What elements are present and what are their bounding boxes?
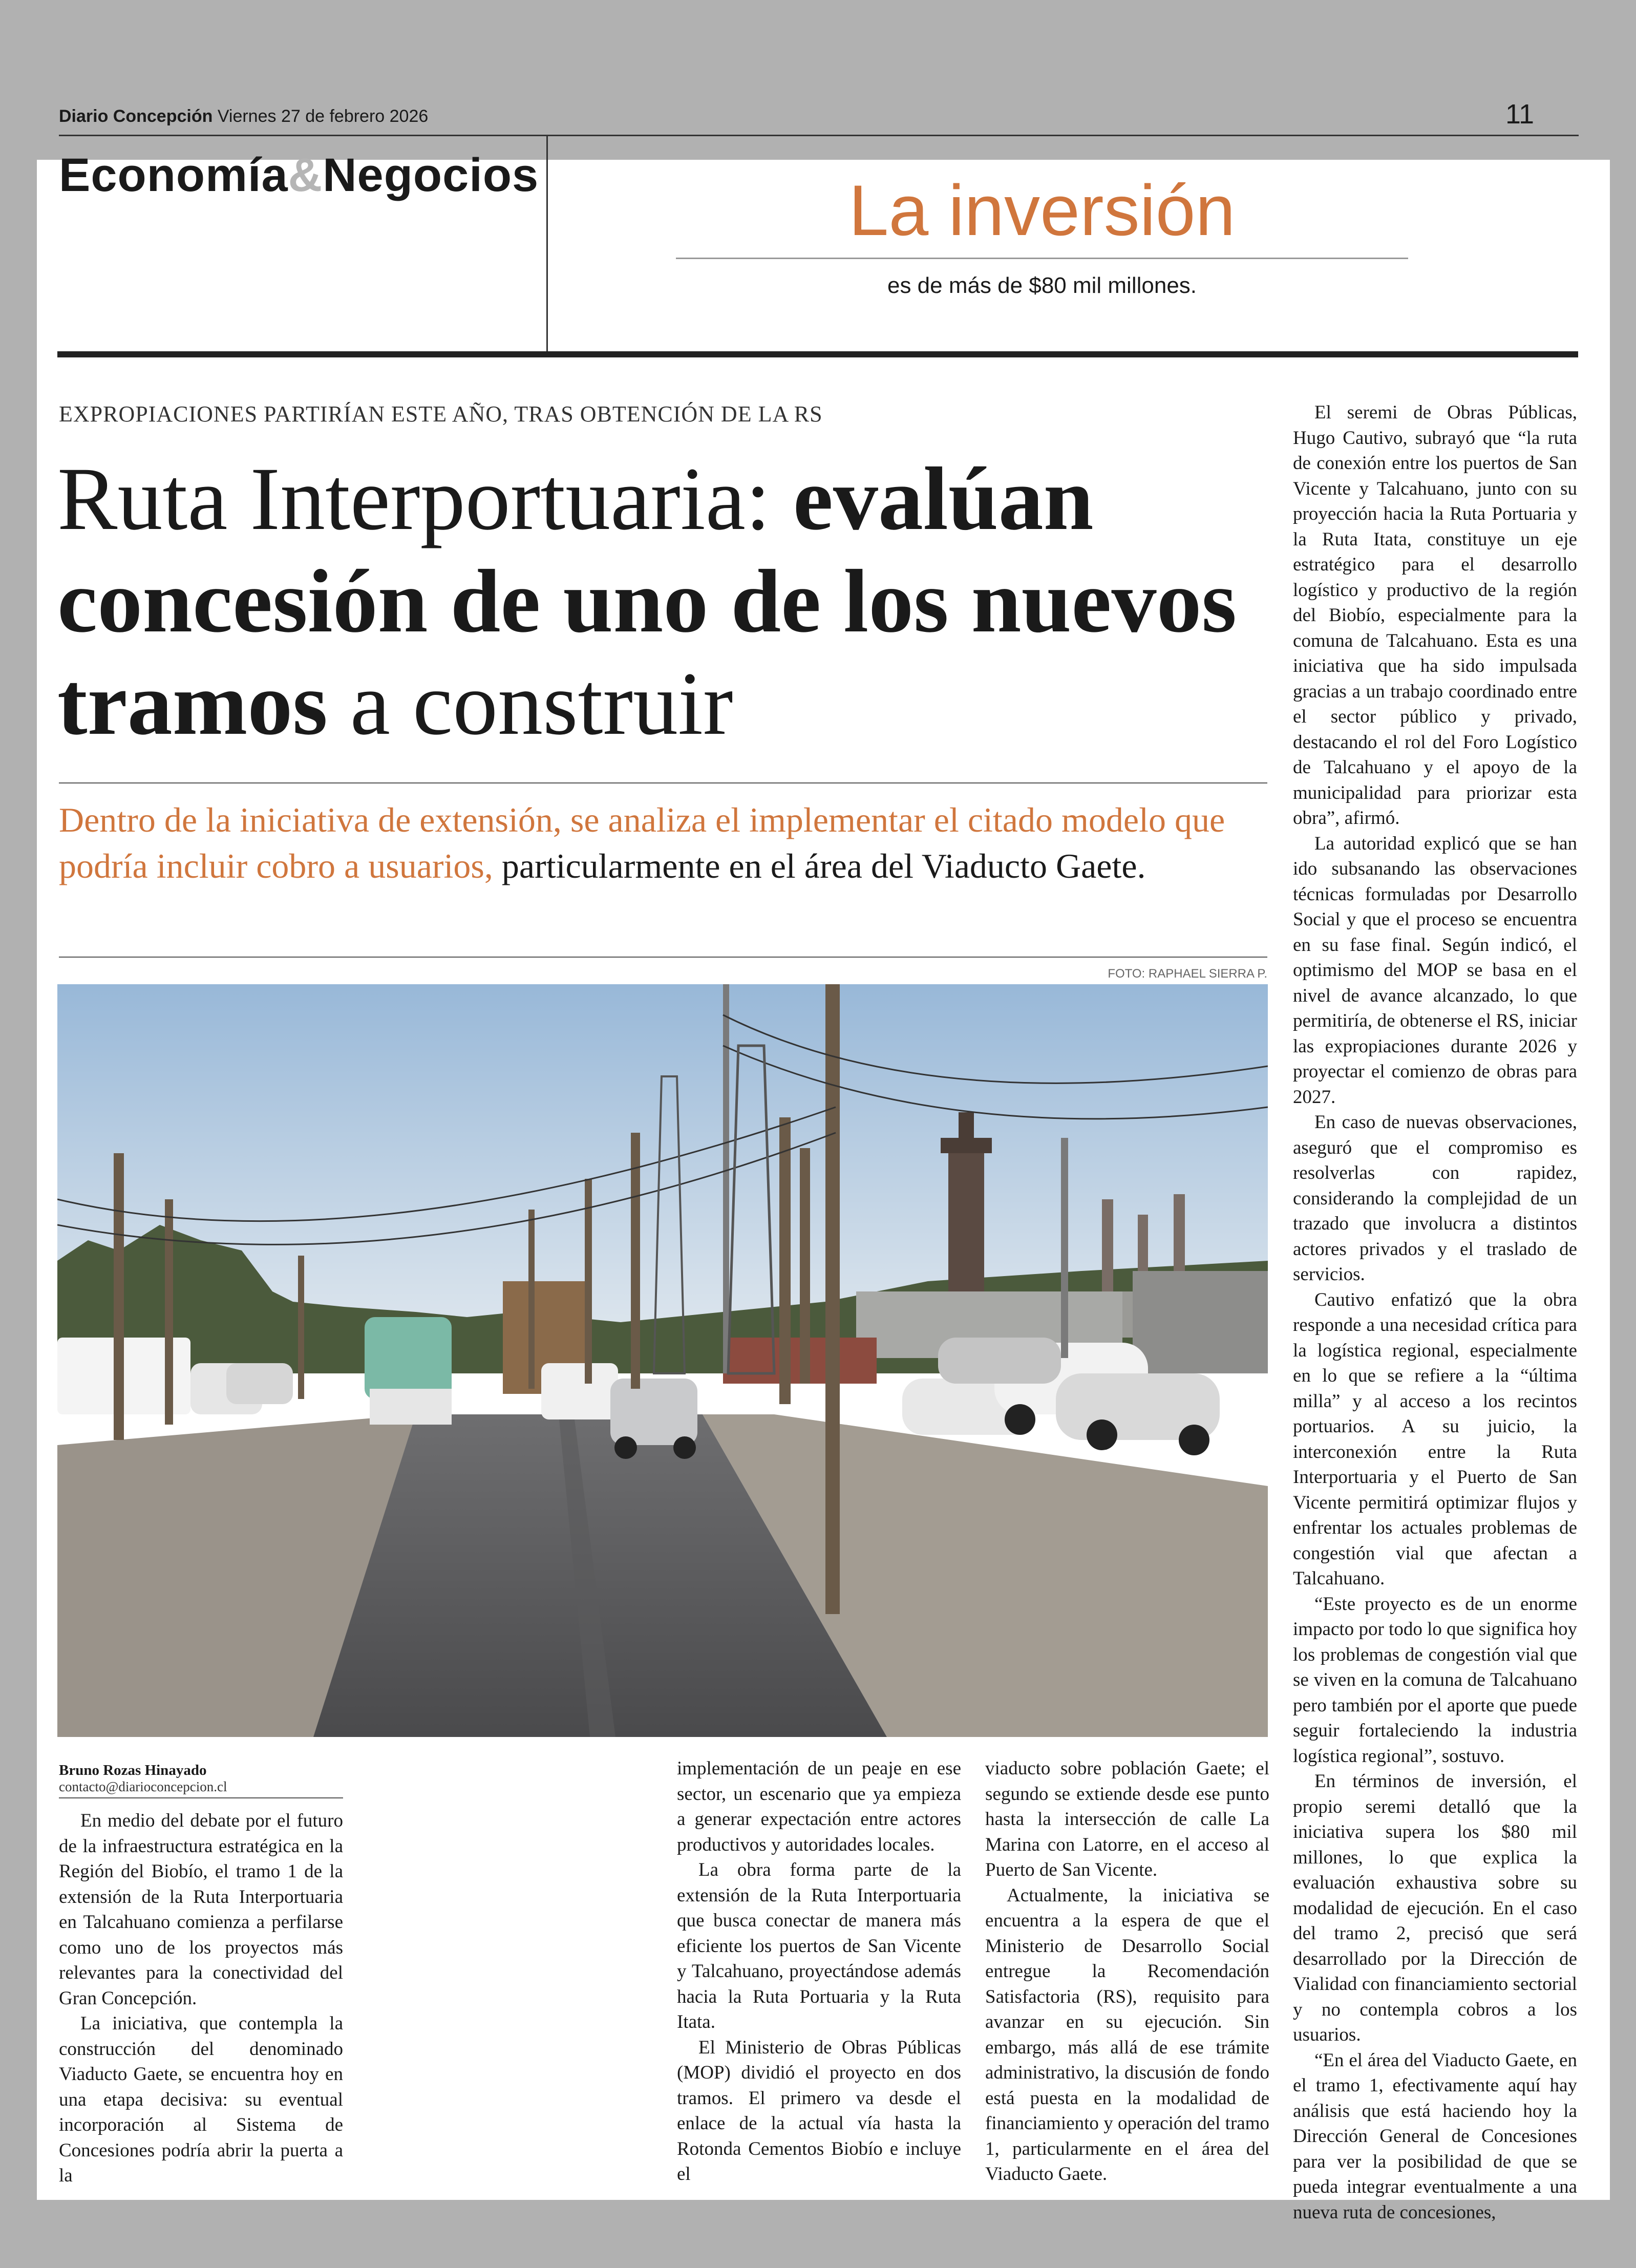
- article-eyebrow: EXPROPIACIONES PARTIRÍAN ESTE AÑO, TRAS OBTENCIÓN DE LA RS: [59, 401, 823, 427]
- article-photo: [57, 984, 1268, 1737]
- body-column-1: [59, 1808, 343, 2189]
- section-word-1: Economía: [59, 149, 288, 201]
- kicker-subtitle: es de más de $80 mil millones.: [887, 273, 1197, 298]
- body-paragraph: El seremi de Obras Públicas, Hugo Cautivo, subrayó que “la ruta de conexión entre los puertos de San Vicente y Talcahuano, junto con su proyección hacia la Ruta Portuaria y la Ruta Itata, constituye un eje estratégico para el desarrollo logístico y productivo de la región del Biobío, especialmente para la comuna de Talcahuano. Esta es una iniciativa que ha sido impulsada gracias a un trabajo coordinado entre el sector público y privado, destacando el rol del Foro Logístico de Talcahuano y el apoyo de la municipalidad para priorizar esta obra”, afirmó.: [1293, 402, 1577, 829]
- body-paragraph: En medio del debate por el futuro de la infraestructura estratégica en la Región del Biobío, el tramo 1 de la extensión de la Ruta Interportuaria en Talcahuano comienza a perfilarse como uno de los proyectos más relevantes para la conectividad del Gran Concepción.: [59, 1810, 343, 2009]
- body-paragraph: La obra forma parte de la extensión de la Ruta Interportuaria que busca conectar de manera más eficiente los puertos de San Vicente y Talcahuano, proyectándose además hacia la Ruta Portuaria y la Ruta Itata.: [677, 1859, 961, 2032]
- masthead-line: [59, 107, 428, 126]
- headline-bold: evalúan concesión de uno de los nuevos tramos: [57, 449, 1237, 754]
- kicker-rule: [676, 258, 1408, 259]
- headline-rule: [59, 782, 1267, 783]
- body-paragraph: La autoridad explicó que se han ido subsanando las observaciones técnicas formuladas por Desarrollo Social y que el proceso se encuentra en su fase final. Según indicó, el optimismo del MOP se basa en el nivel de avance alcanzado, lo que permitiría, de obtenerse el RS, iniciar las expropiaciones durante 2026 y proyectar el comienzo de obras para 2027.: [1293, 833, 1577, 1108]
- dek-rule: [59, 957, 1267, 958]
- page-number: 11: [1505, 99, 1535, 130]
- body-column-3: [985, 1756, 1269, 2187]
- body-paragraph: “En el área del Viaducto Gaete, en el tramo 1, efectivamente aquí hay análisis que está haciendo hoy la Dirección General de Concesiones para ver la posibilidad de que se pueda integrar eventualmente a una nueva ruta de concesiones,: [1293, 2049, 1577, 2223]
- body-paragraph: Actualmente, la iniciativa se encuentra a la espera de que el Ministerio de Desarrollo Social entregue la Recomendación Satisfactoria (RS), requisito para avanzar en su ejecución. Sin embargo, más allá de ese trámite administrativo, la discusión de fondo está puesta en la modalidad de financiamiento y operación del tramo 1, particularmente en el área del Viaducto Gaete.: [985, 1884, 1269, 2185]
- body-paragraph: La iniciativa, que contempla la construcción del denominado Viaducto Gaete, se encuentra hoy en una etapa decisiva: su eventual incorporación al Sistema de Concesiones podría abrir la puerta a la: [59, 2013, 343, 2186]
- section-word-2: Negocios: [323, 149, 539, 201]
- dek-rest: particularmente en el área del Viaducto Gaete.: [493, 846, 1146, 885]
- header-rule: [59, 135, 1579, 136]
- photo-credit: FOTO: RAPHAEL SIERRA P.: [1108, 967, 1267, 981]
- body-paragraph: “Este proyecto es de un enorme impacto por todo lo que significa hoy los problemas de congestión vial que se viven en la comuna de Talcahuano pero también por el aporte que puede seguir fortaleciendo la industria logística regional”, sostuvo.: [1293, 1593, 1577, 1767]
- body-paragraph: El Ministerio de Obras Públicas (MOP) dividió el proyecto en dos tramos. El primero va desde el enlace de la actual vía hasta la Rotonda Cementos Biobío e incluye el: [677, 2037, 961, 2185]
- body-paragraph: En caso de nuevas observaciones, aseguró que el compromiso es resolverlas con rapidez, considerando la complejidad de un trazado que involucra a distintos actores privados y el traslado de servicios.: [1293, 1112, 1577, 1285]
- body-paragraph: Cautivo enfatizó que la obra responde a una necesidad crítica para la logística regional, especialmente en lo que se refiere a la “última milla” y al acceso a los recintos portuarios. A su juicio, la interconexión entre la Ruta Interportuaria y el Puerto de San Vicente permitirá optimizar flujos y enfrentar los actuales problemas de congestión vial que afectan a Talcahuano.: [1293, 1289, 1577, 1589]
- section-title: [59, 149, 539, 202]
- newspaper-name: Diario Concepción: [59, 107, 213, 126]
- body-column-2: [677, 1756, 961, 2187]
- headline-light-2: a construir: [327, 654, 733, 754]
- body-column-4: [1293, 400, 1577, 2225]
- issue-date: Viernes 27 de febrero 2026: [217, 107, 429, 126]
- byline-rule: [59, 1797, 343, 1798]
- kicker-title: La inversión: [848, 170, 1236, 250]
- body-paragraph: implementación de un peaje en ese sector, un escenario que ya empieza a generar expectación entre actores productivos y autoridades locales.: [677, 1758, 961, 1855]
- byline-name: Bruno Rozas Hinayado: [59, 1762, 207, 1778]
- dek-highlight: Dentro de la iniciativa de extensión, se analiza el implementar el citado modelo que podría incluir cobro a usuarios,: [59, 800, 1225, 885]
- section-rule: [57, 351, 1578, 357]
- section-ampersand: &: [288, 149, 323, 201]
- body-paragraph: viaducto sobre población Gaete; el segundo se extiende desde ese punto hasta la intersección de calle La Marina con Latorre, en el acceso al Puerto de San Vicente.: [985, 1758, 1269, 1880]
- article-headline: [57, 448, 1286, 755]
- article-dek: [59, 797, 1278, 889]
- body-paragraph: En términos de inversión, el propio seremi detalló que la iniciativa supera los $80 mil millones, lo que explica la evaluación exhaustiva sobre su modalidad de ejecución. En el caso del tramo 2, precisó que será desarrollado por la Dirección de Vialidad con financiamiento sectorial y no contempla cobros a los usuarios.: [1293, 1771, 1577, 2045]
- byline-email: contacto@diarioconcepcion.cl: [59, 1779, 227, 1794]
- section-divider: [546, 136, 548, 351]
- headline-light-1: Ruta Interportuaria:: [57, 449, 793, 549]
